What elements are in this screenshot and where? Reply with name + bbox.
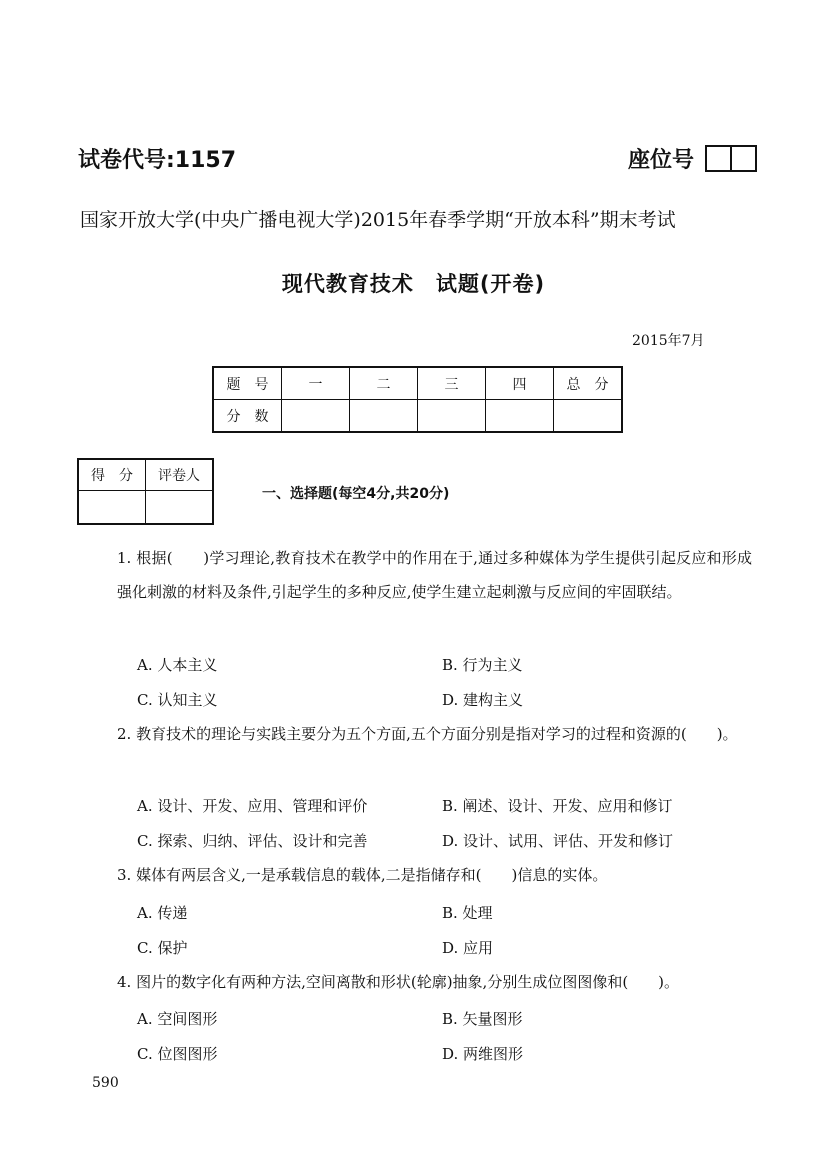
seat-number-label: 座位号	[628, 148, 695, 173]
score-table-cell: 二	[350, 367, 418, 400]
question-2-text: 2. 教育技术的理论与实践主要分为五个方面,五个方面分别是指对学习的过程和资源的( )。	[117, 725, 738, 743]
score-table-cell: 题 号	[213, 367, 282, 400]
score-table-cell	[282, 400, 350, 433]
score-table-header-row	[213, 367, 622, 400]
section-title: 一、选择题(每空4分,共20分)	[262, 486, 450, 502]
score-table-cell: 三	[418, 367, 486, 400]
question-1-text: 1. 根据( )学习理论,教育技术在教学中的作用在于,通过多种媒体为学生提供引起反应和形成强化刺激的材料及条件,引起学生的多种反应,使学生建立起刺激与反应间的牢固联结。	[117, 549, 752, 601]
question-1-option-c: C. 认知主义	[137, 691, 218, 709]
question-4-option-a: A. 空间图形	[137, 1010, 218, 1028]
score-table-cell	[350, 400, 418, 433]
grader-box	[77, 458, 214, 525]
question-3-option-a: A. 传递	[137, 904, 188, 922]
exam-date: 2015年7月	[632, 333, 705, 349]
question-2-option-b: B. 阐述、设计、开发、应用和修订	[442, 797, 673, 815]
question-1-option-a: A. 人本主义	[137, 656, 218, 674]
page-number: 590	[92, 1075, 119, 1091]
score-table-score-row	[213, 400, 622, 433]
seat-number-boxes	[705, 145, 757, 172]
score-table-cell	[486, 400, 554, 433]
grader-name-label: 评卷人	[146, 459, 214, 491]
question-4-option-b: B. 矢量图形	[442, 1010, 523, 1028]
question-2-option-a: A. 设计、开发、应用、管理和评价	[137, 797, 368, 815]
score-table-cell: 分 数	[213, 400, 282, 433]
question-2-option-d: D. 设计、试用、评估、开发和修订	[442, 832, 674, 850]
question-3-option-d: D. 应用	[442, 939, 494, 957]
question-4-text: 4. 图片的数字化有两种方法,空间离散和形状(轮廓)抽象,分别生成位图图像和( )。	[117, 973, 680, 991]
question-4-option-c: C. 位图图形	[137, 1045, 218, 1063]
grader-score-cell	[78, 491, 146, 525]
score-table	[212, 366, 623, 433]
question-3-option-b: B. 处理	[442, 904, 493, 922]
paper-code: 试卷代号:1157	[78, 148, 237, 173]
question-4-option-d: D. 两维图形	[442, 1045, 524, 1063]
score-table-cell: 总 分	[554, 367, 623, 400]
grader-name-cell	[146, 491, 214, 525]
grader-score-label: 得 分	[78, 459, 146, 491]
question-3-option-c: C. 保护	[137, 939, 188, 957]
score-table-cell: 一	[282, 367, 350, 400]
paper-title: 现代教育技术 试题(开卷)	[281, 272, 546, 296]
question-1-option-d: D. 建构主义	[442, 691, 524, 709]
score-table-cell: 四	[486, 367, 554, 400]
question-2-option-c: C. 探索、归纳、评估、设计和完善	[137, 832, 368, 850]
question-3-text: 3. 媒体有两层含义,一是承载信息的载体,二是指储存和( )信息的实体。	[117, 866, 608, 884]
score-table-cell	[418, 400, 486, 433]
exam-name: 国家开放大学(中央广播电视大学)2015年春季学期“开放本科”期末考试	[80, 209, 676, 231]
score-table-cell	[554, 400, 623, 433]
question-1-option-b: B. 行为主义	[442, 656, 523, 674]
